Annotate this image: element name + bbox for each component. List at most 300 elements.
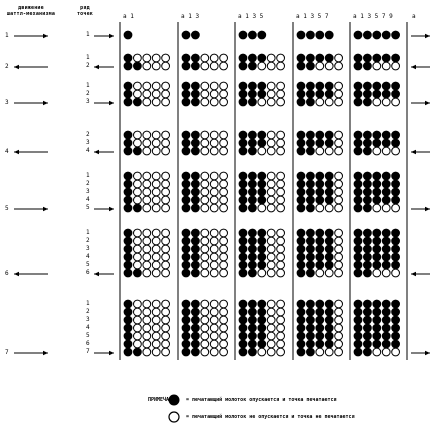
- dot-s7-c5-r2-k1: [354, 308, 362, 316]
- dot-row-label-5-2: 2: [86, 180, 90, 187]
- dot-s6-c1-r2-k5: [162, 237, 170, 245]
- dot-s6-c2-r3-k1: [182, 245, 190, 253]
- dot-s7-c4-r7-k4: [325, 348, 333, 356]
- dot-s2-c3-r2-k1: [239, 62, 247, 70]
- dot-s5-c2-r5-k4: [210, 204, 218, 212]
- dot-s6-c4-r3-k2: [307, 245, 315, 253]
- dot-s7-c3-r7-k5: [277, 348, 285, 356]
- dot-s6-c1-r4-k5: [162, 253, 170, 261]
- dot-s7-c2-r2-k4: [210, 308, 218, 316]
- dot-s5-c1-r5-k2: [134, 204, 142, 212]
- right-column-label: a: [412, 13, 416, 20]
- dot-s5-c1-r2-k5: [162, 180, 170, 188]
- dot-s5-c1-r5-k1: [124, 204, 132, 212]
- dot-s7-c5-r7-k1: [354, 348, 362, 356]
- dot-s5-c5-r3-k4: [382, 188, 390, 196]
- dot-s7-c2-r6-k2: [192, 340, 200, 348]
- dot-s4-c2-r1-k3: [201, 131, 209, 139]
- dot-s6-c3-r6-k5: [277, 269, 285, 277]
- dot-s7-c1-r5-k3: [143, 332, 151, 340]
- dot-s7-c3-r2-k5: [277, 308, 285, 316]
- dot-s7-c5-r2-k5: [392, 308, 400, 316]
- dot-s3-c3-r3-k5: [277, 98, 285, 106]
- dot-row-label-7-5: 5: [86, 332, 90, 339]
- dot-s7-c3-r1-k3: [258, 300, 266, 308]
- legend-empty-text: = печатающий молоток не опускается и точка не печатается: [186, 414, 355, 420]
- dot-s7-c1-r2-k4: [152, 308, 160, 316]
- dot-s2-c4-r1-k1: [297, 54, 305, 62]
- dot-s5-c2-r4-k4: [210, 196, 218, 204]
- dot-s7-c2-r7-k5: [220, 348, 228, 356]
- dot-s2-c5-r2-k2: [364, 62, 372, 70]
- dot-s3-c4-r1-k5: [335, 82, 343, 90]
- dot-s7-c1-r3-k3: [143, 316, 151, 324]
- dot-s3-c5-r2-k5: [392, 90, 400, 98]
- dot-s6-c3-r3-k2: [249, 245, 257, 253]
- dot-s7-c4-r1-k4: [325, 300, 333, 308]
- dot-s6-c5-r4-k5: [392, 253, 400, 261]
- dot-s5-c4-r3-k1: [297, 188, 305, 196]
- dot-s3-c2-r2-k3: [201, 90, 209, 98]
- dot-s6-c2-r2-k2: [192, 237, 200, 245]
- dot-s7-c2-r4-k2: [192, 324, 200, 332]
- dot-s7-c1-r2-k5: [162, 308, 170, 316]
- dot-s2-c2-r1-k5: [220, 54, 228, 62]
- dot-s6-c1-r6-k1: [124, 269, 132, 277]
- dot-s6-c1-r2-k1: [124, 237, 132, 245]
- dot-s6-c1-r1-k5: [162, 229, 170, 237]
- dot-s1-c4-r1-k2: [307, 31, 315, 39]
- dot-s4-c5-r2-k1: [354, 139, 362, 147]
- dot-s7-c5-r2-k4: [382, 308, 390, 316]
- dot-s2-c2-r1-k2: [192, 54, 200, 62]
- dot-s6-c3-r5-k4: [267, 261, 275, 269]
- dot-s5-c4-r1-k5: [335, 172, 343, 180]
- dot-s3-c2-r3-k3: [201, 98, 209, 106]
- dot-s4-c4-r3-k5: [335, 147, 343, 155]
- dot-s5-c2-r3-k4: [210, 188, 218, 196]
- dot-s7-c4-r4-k4: [325, 324, 333, 332]
- dot-s4-c2-r3-k4: [210, 147, 218, 155]
- dot-s7-c4-r5-k4: [325, 332, 333, 340]
- dot-s1-c5-r1-k4: [382, 31, 390, 39]
- dot-s7-c5-r4-k4: [382, 324, 390, 332]
- dot-s7-c1-r4-k3: [143, 324, 151, 332]
- dot-s4-c3-r2-k3: [258, 139, 266, 147]
- dot-s4-c5-r1-k5: [392, 131, 400, 139]
- row-arrow-3: [94, 101, 114, 105]
- dot-row-label-2-1: 1: [86, 54, 90, 61]
- dot-s5-c5-r4-k5: [392, 196, 400, 204]
- dot-s1-c5-r1-k1: [354, 31, 362, 39]
- rows-header-line1: ряд: [80, 5, 90, 11]
- dot-row-label-2-2: 2: [86, 62, 90, 69]
- legend-title: ПРИМЕЧАНИЕ: [148, 397, 179, 403]
- dot-s5-c3-r2-k1: [239, 180, 247, 188]
- dot-s7-c4-r4-k5: [335, 324, 343, 332]
- dot-s7-c2-r3-k5: [220, 316, 228, 324]
- dot-s7-c2-r7-k2: [192, 348, 200, 356]
- dot-s6-c1-r1-k1: [124, 229, 132, 237]
- dot-s3-c5-r2-k1: [354, 90, 362, 98]
- dot-s4-c1-r3-k5: [162, 147, 170, 155]
- dot-s4-c1-r2-k3: [143, 139, 151, 147]
- dot-s5-c2-r4-k2: [192, 196, 200, 204]
- dot-row-label-7-2: 2: [86, 308, 90, 315]
- dot-s3-c5-r1-k2: [364, 82, 372, 90]
- dot-s2-c4-r1-k5: [335, 54, 343, 62]
- dot-s2-c5-r1-k5: [392, 54, 400, 62]
- dot-s7-c2-r6-k5: [220, 340, 228, 348]
- dot-s6-c5-r2-k5: [392, 237, 400, 245]
- dot-s6-c1-r5-k1: [124, 261, 132, 269]
- dot-s5-c3-r5-k4: [267, 204, 275, 212]
- dot-s6-c2-r2-k4: [210, 237, 218, 245]
- dot-row-label-4-2: 2: [86, 131, 90, 138]
- right-arrow-1: [411, 34, 430, 38]
- dot-s5-c3-r3-k5: [277, 188, 285, 196]
- dot-s1-c4-r1-k4: [325, 31, 333, 39]
- dot-s6-c2-r4-k1: [182, 253, 190, 261]
- dot-s7-c5-r6-k3: [373, 340, 381, 348]
- dot-s5-c3-r1-k1: [239, 172, 247, 180]
- dot-s6-c2-r1-k4: [210, 229, 218, 237]
- dot-s4-c2-r2-k3: [201, 139, 209, 147]
- dot-s3-c3-r1-k3: [258, 82, 266, 90]
- dot-s3-c1-r1-k1: [124, 82, 132, 90]
- dot-s6-c1-r5-k5: [162, 261, 170, 269]
- dot-s3-c5-r3-k4: [382, 98, 390, 106]
- dot-s3-c4-r1-k1: [297, 82, 305, 90]
- dot-s7-c3-r1-k2: [249, 300, 257, 308]
- dot-s7-c3-r4-k5: [277, 324, 285, 332]
- carriage-arrow-1: [14, 34, 48, 38]
- dot-s5-c2-r5-k5: [220, 204, 228, 212]
- dot-s5-c4-r3-k3: [316, 188, 324, 196]
- dot-s6-c4-r4-k3: [316, 253, 324, 261]
- dot-s6-c4-r3-k4: [325, 245, 333, 253]
- dot-s5-c2-r3-k1: [182, 188, 190, 196]
- dot-s7-c1-r6-k4: [152, 340, 160, 348]
- dot-s7-c4-r6-k3: [316, 340, 324, 348]
- dot-s7-c4-r3-k4: [325, 316, 333, 324]
- dot-s7-c5-r5-k5: [392, 332, 400, 340]
- dot-s6-c3-r3-k3: [258, 245, 266, 253]
- dot-s7-c4-r5-k2: [307, 332, 315, 340]
- dot-s7-c4-r2-k3: [316, 308, 324, 316]
- dot-s3-c5-r3-k2: [364, 98, 372, 106]
- column-header-3: a 1 3 5: [238, 13, 264, 20]
- dot-s4-c5-r3-k1: [354, 147, 362, 155]
- dot-s4-c4-r1-k3: [316, 131, 324, 139]
- dot-s7-c2-r4-k3: [201, 324, 209, 332]
- dot-s7-c4-r7-k2: [307, 348, 315, 356]
- dot-s4-c3-r3-k4: [267, 147, 275, 155]
- dot-s7-c5-r1-k4: [382, 300, 390, 308]
- dot-s7-c4-r6-k1: [297, 340, 305, 348]
- dot-s6-c5-r2-k3: [373, 237, 381, 245]
- dot-s3-c2-r2-k4: [210, 90, 218, 98]
- dot-s7-c4-r1-k1: [297, 300, 305, 308]
- dot-s6-c5-r1-k5: [392, 229, 400, 237]
- dot-s6-c2-r6-k5: [220, 269, 228, 277]
- dot-s5-c1-r5-k3: [143, 204, 151, 212]
- dot-s7-c5-r4-k5: [392, 324, 400, 332]
- dot-s7-c4-r4-k2: [307, 324, 315, 332]
- carriage-arrow-2: [14, 65, 48, 69]
- dot-s2-c4-r2-k2: [307, 62, 315, 70]
- dot-s2-c3-r1-k1: [239, 54, 247, 62]
- dot-s7-c4-r5-k1: [297, 332, 305, 340]
- dot-s1-c5-r1-k5: [392, 31, 400, 39]
- dot-s5-c3-r1-k2: [249, 172, 257, 180]
- dot-s6-c4-r2-k5: [335, 237, 343, 245]
- row-arrow-2: [94, 65, 114, 69]
- dot-s2-c2-r1-k4: [210, 54, 218, 62]
- dot-s3-c3-r2-k5: [277, 90, 285, 98]
- dot-s1-c3-r1-k3: [258, 31, 266, 39]
- dot-s7-c2-r5-k2: [192, 332, 200, 340]
- dot-row-label-6-6: 6: [86, 269, 90, 276]
- right-arrow-6: [411, 272, 430, 276]
- dot-s3-c5-r1-k4: [382, 82, 390, 90]
- dot-s4-c5-r3-k2: [364, 147, 372, 155]
- dot-s5-c3-r5-k5: [277, 204, 285, 212]
- dot-s7-c5-r4-k3: [373, 324, 381, 332]
- dot-s5-c5-r1-k1: [354, 172, 362, 180]
- dot-row-label-7-7: 7: [86, 348, 90, 355]
- dot-s4-c1-r1-k2: [134, 131, 142, 139]
- dot-s5-c5-r5-k3: [373, 204, 381, 212]
- dot-s7-c1-r3-k1: [124, 316, 132, 324]
- dot-s3-c5-r3-k1: [354, 98, 362, 106]
- dot-s2-c5-r2-k3: [373, 62, 381, 70]
- dot-s7-c5-r7-k3: [373, 348, 381, 356]
- legend-filled-text: = печатающий молоток опускается и точка печатается: [186, 397, 337, 403]
- dot-s3-c2-r3-k2: [192, 98, 200, 106]
- dot-s6-c4-r2-k3: [316, 237, 324, 245]
- dot-s7-c5-r4-k1: [354, 324, 362, 332]
- carriage-step-3: 3: [5, 99, 9, 106]
- dot-s1-c4-r1-k3: [316, 31, 324, 39]
- dot-s5-c4-r5-k5: [335, 204, 343, 212]
- dot-s6-c2-r4-k3: [201, 253, 209, 261]
- dot-s6-c5-r6-k2: [364, 269, 372, 277]
- dot-s6-c2-r6-k1: [182, 269, 190, 277]
- dot-s7-c5-r5-k4: [382, 332, 390, 340]
- legend-empty-dot-icon: [169, 412, 179, 422]
- dot-s7-c1-r1-k3: [143, 300, 151, 308]
- dot-s6-c1-r6-k3: [143, 269, 151, 277]
- dot-s4-c2-r2-k4: [210, 139, 218, 147]
- dot-s7-c1-r7-k5: [162, 348, 170, 356]
- dot-s4-c4-r1-k2: [307, 131, 315, 139]
- dot-s1-c5-r1-k3: [373, 31, 381, 39]
- dot-s5-c3-r5-k2: [249, 204, 257, 212]
- dot-s6-c2-r4-k4: [210, 253, 218, 261]
- dot-s4-c3-r3-k5: [277, 147, 285, 155]
- dot-s5-c1-r1-k1: [124, 172, 132, 180]
- dot-s4-c1-r3-k2: [134, 147, 142, 155]
- dot-s5-c4-r3-k5: [335, 188, 343, 196]
- dot-row-label-5-1: 1: [86, 172, 90, 179]
- dot-s7-c2-r1-k2: [192, 300, 200, 308]
- dot-s6-c5-r2-k2: [364, 237, 372, 245]
- dot-s4-c2-r1-k1: [182, 131, 190, 139]
- dot-s7-c2-r1-k3: [201, 300, 209, 308]
- dot-s6-c2-r3-k3: [201, 245, 209, 253]
- dot-s2-c2-r2-k1: [182, 62, 190, 70]
- dot-s6-c3-r2-k2: [249, 237, 257, 245]
- dot-s5-c1-r5-k5: [162, 204, 170, 212]
- dot-s6-c2-r1-k2: [192, 229, 200, 237]
- dot-s7-c3-r2-k4: [267, 308, 275, 316]
- dot-s2-c5-r2-k4: [382, 62, 390, 70]
- dot-s6-c5-r5-k2: [364, 261, 372, 269]
- dot-s6-c5-r5-k3: [373, 261, 381, 269]
- right-arrow-4: [411, 150, 430, 154]
- dot-s7-c2-r3-k3: [201, 316, 209, 324]
- dot-s6-c5-r5-k4: [382, 261, 390, 269]
- dot-s5-c2-r2-k4: [210, 180, 218, 188]
- dot-s1-c2-r1-k2: [192, 31, 200, 39]
- dot-s2-c1-r1-k2: [134, 54, 142, 62]
- dot-s7-c5-r4-k2: [364, 324, 372, 332]
- dot-s5-c3-r4-k2: [249, 196, 257, 204]
- dot-s4-c3-r2-k1: [239, 139, 247, 147]
- dot-s4-c4-r3-k2: [307, 147, 315, 155]
- dot-s7-c2-r1-k4: [210, 300, 218, 308]
- dot-s6-c3-r1-k2: [249, 229, 257, 237]
- dot-s4-c5-r1-k1: [354, 131, 362, 139]
- dot-s2-c4-r2-k5: [335, 62, 343, 70]
- dot-s2-c1-r2-k4: [152, 62, 160, 70]
- dot-s6-c5-r2-k1: [354, 237, 362, 245]
- dot-s6-c1-r6-k2: [134, 269, 142, 277]
- dot-s7-c2-r1-k5: [220, 300, 228, 308]
- dot-s5-c3-r5-k1: [239, 204, 247, 212]
- dot-s7-c4-r7-k5: [335, 348, 343, 356]
- dot-s7-c1-r4-k1: [124, 324, 132, 332]
- dot-s2-c5-r2-k5: [392, 62, 400, 70]
- dot-s7-c5-r3-k1: [354, 316, 362, 324]
- dot-s7-c5-r6-k5: [392, 340, 400, 348]
- dot-s3-c2-r1-k1: [182, 82, 190, 90]
- dot-s3-c2-r1-k2: [192, 82, 200, 90]
- dot-s6-c2-r4-k5: [220, 253, 228, 261]
- dot-s7-c2-r1-k1: [182, 300, 190, 308]
- dot-s6-c1-r3-k5: [162, 245, 170, 253]
- dot-s3-c3-r3-k4: [267, 98, 275, 106]
- dot-s7-c4-r3-k2: [307, 316, 315, 324]
- row-arrow-4: [94, 150, 114, 154]
- dot-s6-c4-r1-k5: [335, 229, 343, 237]
- dot-s4-c1-r3-k4: [152, 147, 160, 155]
- dot-s7-c2-r3-k2: [192, 316, 200, 324]
- dot-s7-c3-r7-k4: [267, 348, 275, 356]
- dot-s5-c1-r4-k4: [152, 196, 160, 204]
- dot-s7-c3-r1-k4: [267, 300, 275, 308]
- dot-s7-c3-r1-k5: [277, 300, 285, 308]
- right-arrow-2: [411, 65, 430, 69]
- dot-s7-c2-r2-k5: [220, 308, 228, 316]
- dot-s3-c5-r3-k5: [392, 98, 400, 106]
- dot-s4-c5-r2-k5: [392, 139, 400, 147]
- dot-s3-c1-r1-k2: [134, 82, 142, 90]
- dot-s2-c1-r1-k4: [152, 54, 160, 62]
- dot-s3-c2-r1-k5: [220, 82, 228, 90]
- row-arrow-1: [94, 34, 114, 38]
- dot-s7-c2-r7-k4: [210, 348, 218, 356]
- dot-s5-c4-r5-k2: [307, 204, 315, 212]
- dot-s5-c1-r1-k5: [162, 172, 170, 180]
- dot-s5-c5-r5-k1: [354, 204, 362, 212]
- carriage-step-2: 2: [5, 63, 9, 70]
- dot-s4-c5-r2-k2: [364, 139, 372, 147]
- dot-s6-c3-r4-k5: [277, 253, 285, 261]
- dot-s6-c2-r1-k5: [220, 229, 228, 237]
- dot-s6-c5-r6-k3: [373, 269, 381, 277]
- carriage-arrow-4: [14, 150, 48, 154]
- dot-s6-c4-r4-k1: [297, 253, 305, 261]
- carriage-step-5: 5: [5, 205, 9, 212]
- dot-s3-c5-r3-k3: [373, 98, 381, 106]
- dot-s6-c4-r3-k3: [316, 245, 324, 253]
- dot-s5-c4-r5-k3: [316, 204, 324, 212]
- dot-s6-c1-r2-k4: [152, 237, 160, 245]
- dot-s6-c5-r3-k5: [392, 245, 400, 253]
- dot-s1-c3-r1-k2: [249, 31, 257, 39]
- dot-s7-c2-r4-k4: [210, 324, 218, 332]
- dot-s3-c3-r2-k2: [249, 90, 257, 98]
- dot-s2-c1-r1-k5: [162, 54, 170, 62]
- dot-s5-c4-r4-k2: [307, 196, 315, 204]
- dot-s3-c5-r1-k5: [392, 82, 400, 90]
- rows-header-line2: точек: [76, 11, 94, 17]
- dot-s6-c3-r2-k1: [239, 237, 247, 245]
- dot-s6-c3-r6-k1: [239, 269, 247, 277]
- dot-s5-c1-r2-k3: [143, 180, 151, 188]
- dot-s7-c5-r3-k5: [392, 316, 400, 324]
- dot-s7-c1-r2-k3: [143, 308, 151, 316]
- dot-s6-c5-r5-k5: [392, 261, 400, 269]
- dot-s3-c5-r1-k3: [373, 82, 381, 90]
- dot-s3-c3-r1-k4: [267, 82, 275, 90]
- dot-s5-c3-r5-k3: [258, 204, 266, 212]
- dot-s5-c1-r2-k2: [134, 180, 142, 188]
- dot-s5-c1-r3-k2: [134, 188, 142, 196]
- dot-s4-c4-r3-k4: [325, 147, 333, 155]
- dot-s7-c4-r3-k3: [316, 316, 324, 324]
- dot-s2-c4-r1-k4: [325, 54, 333, 62]
- dot-s6-c2-r5-k4: [210, 261, 218, 269]
- dot-s4-c5-r3-k4: [382, 147, 390, 155]
- dot-s3-c4-r2-k2: [307, 90, 315, 98]
- dot-s7-c3-r5-k2: [249, 332, 257, 340]
- dot-s6-c3-r2-k5: [277, 237, 285, 245]
- dot-s7-c1-r3-k5: [162, 316, 170, 324]
- dot-s7-c3-r3-k1: [239, 316, 247, 324]
- dot-s7-c1-r6-k3: [143, 340, 151, 348]
- dot-s7-c5-r6-k4: [382, 340, 390, 348]
- dot-s5-c1-r4-k2: [134, 196, 142, 204]
- dot-s6-c5-r4-k3: [373, 253, 381, 261]
- dot-s6-c2-r3-k2: [192, 245, 200, 253]
- dot-s6-c1-r3-k2: [134, 245, 142, 253]
- dot-s2-c3-r2-k5: [277, 62, 285, 70]
- dot-s7-c3-r1-k1: [239, 300, 247, 308]
- dot-s5-c1-r3-k1: [124, 188, 132, 196]
